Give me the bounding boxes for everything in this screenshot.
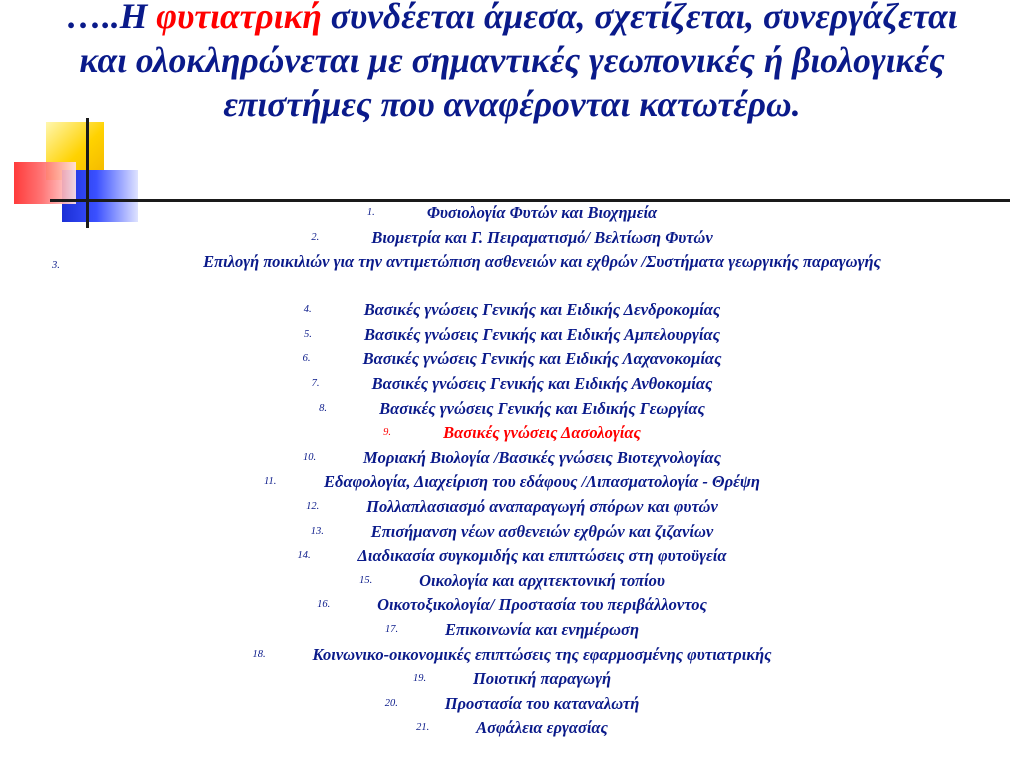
list-item xyxy=(0,618,1024,643)
item-text: Βασικές γνώσεις Γενικής και Ειδικής Ανθοκομίας xyxy=(371,373,713,393)
list-item xyxy=(0,520,1024,545)
item-text: Οικολογία και αρχιτεκτονική τοπίου xyxy=(419,570,665,590)
item-number: 15. xyxy=(359,574,373,586)
list-item xyxy=(0,495,1024,520)
item-text: Μοριακή Βιολογία /Βασικές γνώσεις Βιοτεχνολογίας xyxy=(362,447,722,467)
list-item xyxy=(0,298,1024,323)
slide-title xyxy=(40,0,984,126)
list-item xyxy=(0,470,1024,495)
red-square-decoration xyxy=(14,162,76,204)
item-number: 16. xyxy=(317,599,331,611)
item-number: 3. xyxy=(52,260,60,272)
list-item xyxy=(0,347,1024,372)
item-number: 21. xyxy=(416,722,430,734)
item-text: Βασικές γνώσεις Γενικής και Ειδικής Αμπελουργίας xyxy=(364,324,720,344)
title-accent-word: φυτιατρική xyxy=(156,0,322,36)
item-text: Βασικές γνώσεις Γενικής και Ειδικής Λαχανοκομίας xyxy=(362,349,722,369)
list-item xyxy=(0,544,1024,569)
item-number: 2. xyxy=(311,231,320,243)
title-prefix: …..Η xyxy=(66,0,157,36)
item-text: Προστασία του καταναλωτή xyxy=(444,693,640,713)
item-text: Επιλογή ποικιλιών για την αντιμετώπιση ασθενειών και εχθρών /Συστήματα γεωργικής παραγωγής xyxy=(203,252,881,272)
item-text: Βασικές γνώσεις Γενικής και Ειδικής Δενδροκομίας xyxy=(363,300,721,320)
list-item xyxy=(0,643,1024,668)
item-number: 20. xyxy=(384,697,398,709)
item-number: 5. xyxy=(304,328,312,340)
item-text: Επικοινωνία και ενημέρωση xyxy=(444,619,639,639)
item-number: 1. xyxy=(366,207,375,218)
item-text: Πολλαπλασιασμό αναπαραγωγή σπόρων και φυτών xyxy=(366,496,718,516)
item-text: Ασφάλεια εργασίας xyxy=(476,718,608,738)
item-text: Βασικές γνώσεις Γενικής και Ειδικής Γεωργίας xyxy=(379,398,705,418)
item-number: 11. xyxy=(264,476,277,488)
list-item xyxy=(0,250,1024,298)
item-text: Οικοτοξικολογία/ Προστασία του περιβάλλοντος xyxy=(377,595,707,615)
item-number: 8. xyxy=(319,402,328,414)
item-text: Κοινωνικο-οικονομικές επιπτώσεις της εφαρμοσμένης φυτιατρικής xyxy=(312,644,772,664)
title-rest: συνδέεται άμεσα, σχετίζεται, συνεργάζεται και ολοκληρώνεται με σημαντικές γεωπονικές ή βιολογικές επιστήμες που αναφέρονται κατωτέρω. xyxy=(79,0,958,124)
list-item xyxy=(0,569,1024,594)
list-item xyxy=(0,201,1024,226)
list-item xyxy=(0,446,1024,471)
item-text: Βασικές γνώσεις Δασολογίας xyxy=(443,423,641,443)
item-text: Ποιοτική παραγωγή xyxy=(473,669,611,689)
item-text: Φυσιολογία Φυτών και Βιοχημεία xyxy=(426,203,658,222)
list-item xyxy=(0,323,1024,348)
item-number: 10. xyxy=(302,451,317,463)
item-number: 9. xyxy=(383,427,392,439)
list-item xyxy=(0,667,1024,692)
item-number: 18. xyxy=(252,648,266,660)
list-item xyxy=(0,397,1024,422)
item-number: 19. xyxy=(413,673,427,685)
item-number: 4. xyxy=(303,304,312,316)
list-item xyxy=(0,716,1024,741)
item-number: 14. xyxy=(297,550,311,562)
item-text: Επισήμανση νέων ασθενειών εχθρών και ζιζανίων xyxy=(370,521,714,541)
item-number: 12. xyxy=(306,500,320,512)
list-item xyxy=(0,372,1024,397)
item-number: 6. xyxy=(302,353,311,365)
list-item xyxy=(0,226,1024,251)
item-number: 13. xyxy=(310,525,324,537)
list-item xyxy=(0,593,1024,618)
item-number: 17. xyxy=(384,623,399,635)
item-text: Βιομετρία και Γ. Πειραματισμό/ Βελτίωση Φυτών xyxy=(371,227,713,247)
item-number: 7. xyxy=(311,377,320,389)
numbered-list xyxy=(0,201,1024,741)
item-text: Διαδικασία συγκομιδής και επιπτώσεις στη φυτοϋγεία xyxy=(357,546,727,566)
list-item-highlighted xyxy=(0,421,1024,446)
item-text: Εδαφολογία, Διαχείριση του εδάφους /Λιπασματολογία - Θρέψη xyxy=(324,472,760,492)
list-item xyxy=(0,692,1024,717)
